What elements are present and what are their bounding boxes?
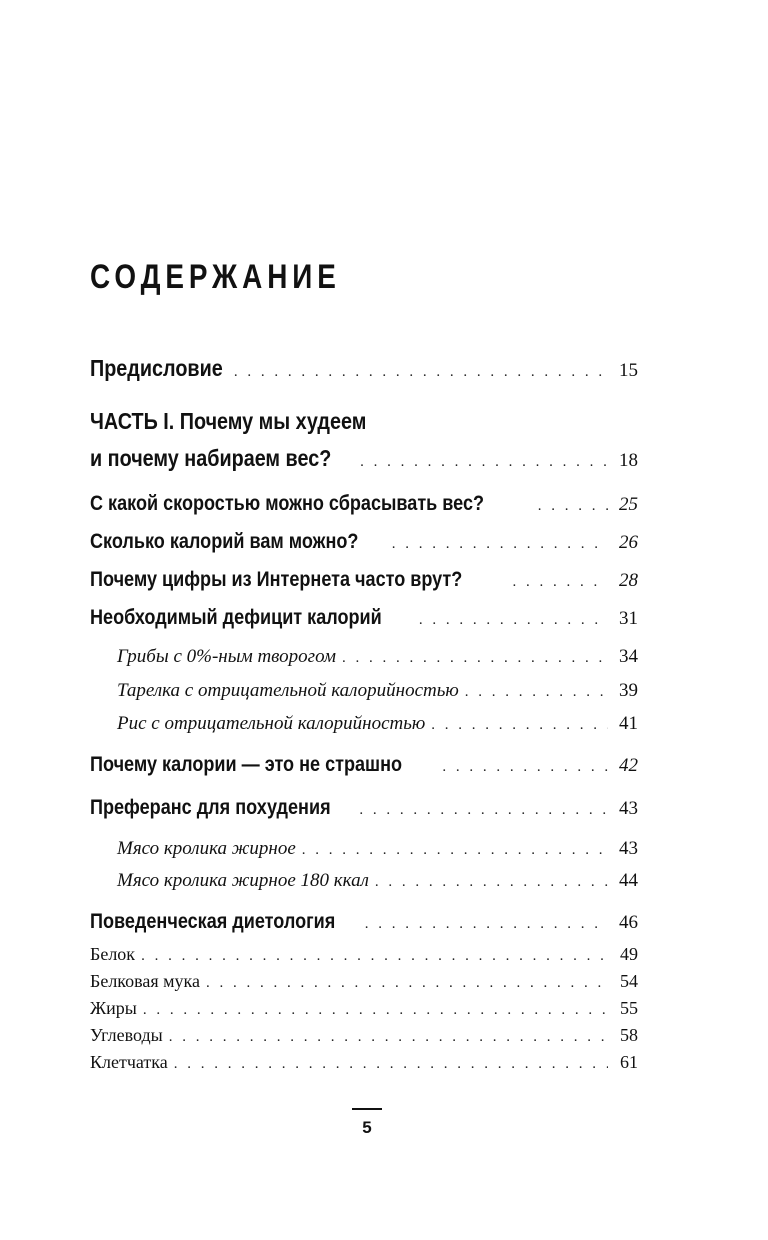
toc-entry-title: Белок [90, 944, 136, 964]
toc-entry-page: 43 [619, 798, 638, 819]
toc-entry-part1 [90, 445, 638, 472]
dot-leader [143, 1002, 608, 1019]
dot-leader [442, 759, 608, 776]
toc-entry-page: 28 [619, 570, 638, 591]
toc-entry [90, 492, 638, 516]
toc-heading: СОДЕРЖАНИЕ [90, 258, 341, 296]
toc-subentry [117, 646, 638, 668]
dot-leader [538, 498, 608, 515]
dot-leader [174, 1056, 608, 1073]
dot-leader [169, 1029, 608, 1046]
dot-leader [512, 574, 608, 591]
toc-entry-page: 55 [620, 998, 638, 1018]
dot-leader [342, 650, 608, 667]
dot-leader [359, 802, 608, 819]
toc-entry-page: 18 [619, 450, 638, 471]
toc-entry-page: 46 [619, 912, 638, 933]
toc-entry-title: Предисловие [90, 355, 223, 381]
toc-entry [90, 944, 638, 965]
toc-subentry [117, 713, 638, 735]
toc-entry-page: 44 [619, 870, 638, 891]
dot-leader [465, 684, 608, 701]
toc-subentry [117, 870, 638, 892]
toc-entry-title: Рис с отрицательной калорийностью [117, 713, 426, 734]
toc-entry-title: Преферанс для похудения [90, 796, 331, 819]
toc-entry-title: Почему цифры из Интернета часто врут? [90, 568, 463, 591]
toc-entry-page: 43 [619, 838, 638, 859]
part-title-line1: ЧАСТЬ I. Почему мы худеем [90, 408, 367, 434]
toc-entry [90, 796, 638, 820]
toc-entry-page: 42 [619, 755, 638, 776]
toc-entry [90, 530, 638, 554]
toc-entry-title: Почему калории — это не страшно [90, 753, 403, 776]
toc-entry-title: Углеводы [90, 1025, 163, 1045]
dot-leader [206, 975, 608, 992]
toc-entry [90, 568, 638, 592]
dot-leader [365, 916, 608, 933]
toc-entry-title: Жиры [90, 998, 137, 1018]
toc-subentry [117, 680, 638, 702]
toc-entry-title: Необходимый дефицит калорий [90, 606, 382, 629]
toc-entry-page: 15 [619, 360, 638, 381]
folio-rule [352, 1108, 382, 1110]
toc-entry [90, 998, 638, 1019]
dot-leader [375, 874, 608, 891]
part-title-line2: и почему набираем вес? [90, 445, 332, 471]
dot-leader [360, 454, 608, 471]
toc-entry-page: 54 [620, 971, 638, 991]
toc-entry-page: 49 [620, 944, 638, 964]
toc-entry-title: Поведенческая диетология [90, 910, 336, 933]
toc-entry-title: Белковая мука [90, 971, 201, 991]
toc-entry-page: 34 [619, 646, 638, 667]
toc-subentry [117, 838, 638, 860]
toc-entry-page: 58 [620, 1025, 638, 1045]
dot-leader [431, 717, 608, 734]
page-number: 5 [362, 1118, 372, 1137]
toc-entry-title: Тарелка с отрицательной калорийностью [117, 680, 459, 701]
dot-leader [302, 842, 608, 859]
toc-entry-title: Грибы с 0%-ным творогом [117, 646, 336, 667]
toc-entry-title: Клетчатка [90, 1052, 168, 1072]
toc-entry-page: 61 [620, 1052, 638, 1072]
dot-leader [234, 364, 608, 381]
toc-entry [90, 1052, 638, 1073]
toc-entry-title: С какой скоростью можно сбрасывать вес? [90, 492, 485, 515]
toc-entry-title: Мясо кролика жирное 180 ккал [117, 870, 369, 891]
dot-leader [419, 612, 608, 629]
toc-entry-page: 41 [619, 713, 638, 734]
toc-entry-page: 31 [619, 608, 638, 629]
toc-entry [90, 753, 638, 777]
toc-entry-page: 26 [619, 532, 638, 553]
dot-leader [392, 536, 608, 553]
toc-entry [90, 971, 638, 992]
dot-leader [141, 948, 608, 965]
toc-entry [90, 1025, 638, 1046]
toc-entry [90, 910, 638, 934]
toc-entry-page: 39 [619, 680, 638, 701]
toc-entry-title: Сколько калорий вам можно? [90, 530, 359, 553]
toc-entry-preface [90, 355, 638, 382]
toc-entry [90, 606, 638, 630]
toc-entry-page: 25 [619, 494, 638, 515]
toc-entry-title: Мясо кролика жирное [117, 838, 296, 859]
